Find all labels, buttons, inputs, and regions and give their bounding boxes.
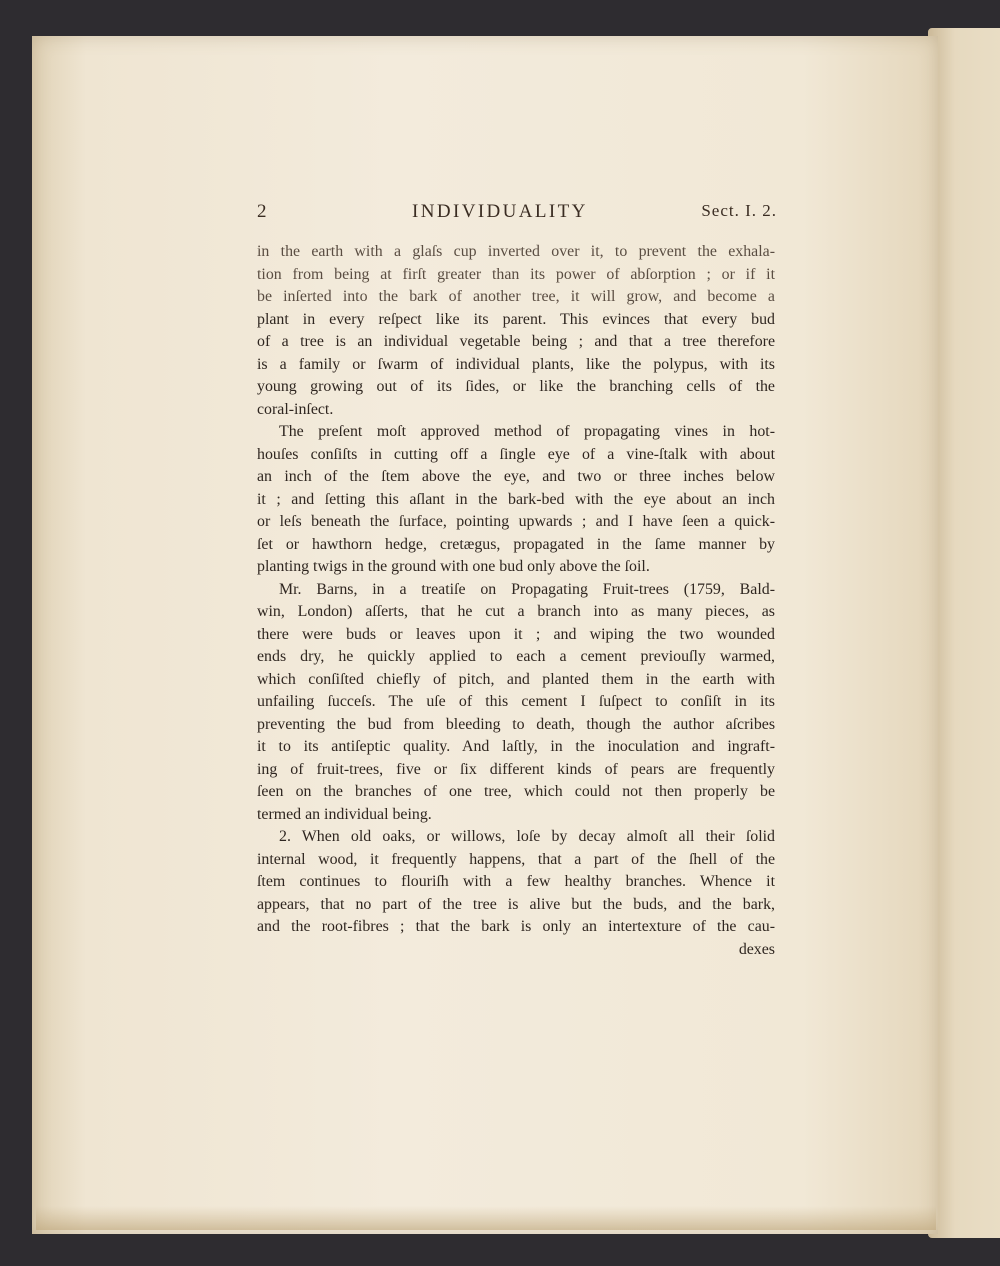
text-line: and the root-fibres ; that the bark is only an intertexture of the cau- — [257, 918, 775, 935]
page-number: 2 — [257, 201, 267, 222]
text-line: ends dry, he quickly applied to each a cement previouſly warmed, — [257, 648, 775, 665]
text-line: is a family or ſwarm of individual plants, like the polypus, with its — [257, 355, 775, 373]
text-line: 2. When old oaks, or willows, loſe by decay almoſt all their ſolid — [279, 828, 775, 845]
text-line: ing of fruit-trees, five or ſix different kinds of pears are frequently — [257, 760, 775, 778]
text-line: it ; and ſetting this aſlant in the bark-bed with the eye about an inch — [257, 490, 775, 508]
text-line: planting twigs in the ground with one bud only above the ſoil. — [257, 558, 650, 575]
text-line: ſeen on the branches of one tree, which could not then properly be — [257, 783, 775, 800]
text-line: it to its antiſeptic quality. And laſtly, in the inoculation and ingraft- — [257, 738, 775, 755]
text-line: ſtem continues to flouriſh with a few healthy branches. Whence it — [257, 873, 775, 890]
text-line: houſes conſiſts in cutting off a ſingle eye of a vine-ſtalk with about — [257, 445, 775, 463]
text-line: there were buds or leaves upon it ; and wiping the two wounded — [257, 625, 775, 643]
facing-page-edge — [928, 28, 1000, 1238]
text-line: appears, that no part of the tree is alive but the buds, and the bark, — [257, 895, 775, 913]
running-header — [257, 201, 777, 227]
text-line: termed an individual being. — [257, 805, 432, 823]
text-line: young growing out of its ſides, or like the branching cells of the — [257, 378, 775, 395]
text-line: Mr. Barns, in a treatiſe on Propagating Fruit-trees (1759, Bald- — [279, 580, 775, 598]
text-line: preventing the bud from bleeding to death, though the author aſcribes — [257, 715, 775, 733]
page-bottom-edge — [36, 1206, 936, 1230]
section-label: Sect. I. 2. — [701, 201, 777, 220]
catchword: dexes — [738, 940, 775, 958]
body-text — [257, 241, 775, 961]
text-line: unfailing ſucceſs. The uſe of this cement I ſuſpect to conſiſt in its — [257, 693, 775, 710]
text-line: or leſs beneath the ſurface, pointing upwards ; and I have ſeen a quick- — [257, 513, 775, 530]
text-line: tion from being at firſt greater than its power of abſorption ; or if it — [257, 265, 775, 283]
text-line: be inſerted into the bark of another tree, it will grow, and become a — [257, 288, 775, 305]
text-line: ſet or hawthorn hedge, cretægus, propagated in the ſame manner by — [257, 535, 775, 553]
text-line: win, London) aſſerts, that he cut a branch into as many pieces, as — [257, 603, 775, 620]
text-line: of a tree is an individual vegetable being ; and that a tree therefore — [257, 333, 775, 350]
running-title: INDIVIDUALITY — [412, 201, 588, 222]
text-line: The preſent moſt approved method of propagating vines in hot- — [279, 423, 775, 440]
text-line: coral-inſect. — [257, 400, 334, 418]
text-line: internal wood, it frequently happens, that a part of the ſhell of the — [257, 850, 775, 868]
text-line: an inch of the ſtem above the eye, and two or three inches below — [257, 468, 775, 485]
text-line: which conſiſted chiefly of pitch, and planted them in the earth with — [257, 670, 775, 688]
text-line: in the earth with a glaſs cup inverted over it, to prevent the exhala- — [257, 243, 775, 260]
text-line: plant in every reſpect like its parent. This evinces that every bud — [257, 310, 775, 328]
